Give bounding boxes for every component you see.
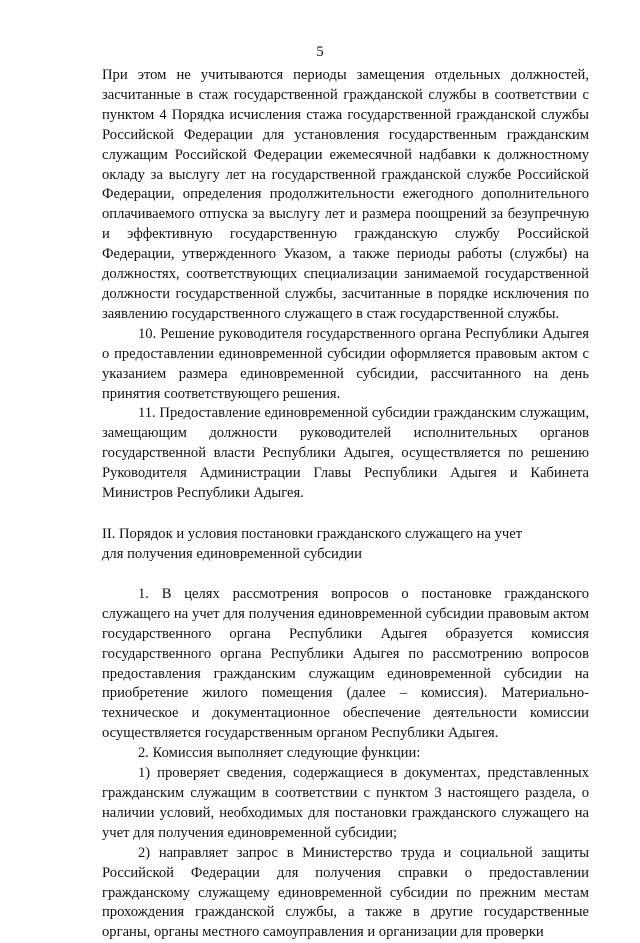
- paragraph-p-s2-2: 2. Комиссия выполняет следующие функции:: [138, 745, 421, 762]
- section-1-continuation: [102, 66, 589, 504]
- section-heading-line-1: II. Порядок и условия постановки гражданского служащего на учет: [102, 525, 523, 542]
- paragraph-p-11: 11. Предоставление единовременной субсидии гражданским служащим, замещающим должности руководителей исполнительных органов государственной власти Республики Адыгея, осуществляется по решению Руководителя Администрации Главы Республики Адыгея и Кабинета Министров Республики Адыгея.: [102, 405, 589, 502]
- paragraph-p-continuation: При этом не учитываются периоды замещения отдельных должностей, засчитанные в стаж государственной гражданской службы в соответствии с пунктом 4 Порядка исчисления стажа государственной гражданской службы Российской Федерации для установления государственным гражданским служащим Российской Федерации ежемесячной надбавки к должностному окладу за выслугу лет на государственной гражданской службе Российской Федерации, определения продолжительности ежегодного дополнительного оплачиваемого отпуска за выслугу лет и размера поощрений за безупречную и эффективную государственную гражданскую службу Российской Федерации, утвержденного Указом, а также периоды работы (службы) на должностях, соответствующих специализации занимаемой государственной должности государственной службы, засчитанные в порядке исключения по заявлению государственного служащего в стаж государственной службы.: [102, 67, 589, 322]
- paragraph-p-s2-2-1: 1) проверяет сведения, содержащиеся в документах, представленных гражданским служащим в соответствии с пунктом 3 настоящего раздела, о наличии условий, необходимых для постановки гражданского служащего на учет для получения единовременной субсидии;: [102, 765, 589, 841]
- paragraph-p-10: 10. Решение руководителя государственного органа Республики Адыгея о предоставлении единовременной субсидии оформляется правовым актом с указанием размера единовременной субсидии, рассчитанного на день принятия соответствующего решения.: [102, 325, 589, 402]
- page-number: 5: [316, 44, 324, 60]
- section-heading-line-2: для получения единовременной субсидии: [102, 545, 362, 562]
- document-body: [102, 66, 589, 943]
- paragraph-p-s2-2-2: 2) направляет запрос в Министерство труда и социальной защиты Российской Федерации для получения справки о предоставлении гражданскому служащему единовременной субсидии по прежним местам прохождения гражданской службы, а также в другие государственные органы, органы местного самоуправления и организации для проверки: [102, 844, 589, 941]
- spacer: [102, 504, 589, 524]
- paragraph-p-s2-1: 1. В целях рассмотрения вопросов о постановке гражданского служащего на учет для получения единовременной субсидии правовым актом государственного органа Республики Адыгея образуется комиссия государственного органа Республики Адыгея по рассмотрению вопросов предоставления гражданским служащим единовременной субсидии на приобретение жилого помещения (далее – комиссия). Материально-техническое и документационное обеспечение деятельности комиссии осуществляется государственным органом Республики Адыгея.: [102, 585, 589, 742]
- section-2-body: [102, 585, 589, 943]
- spacer: [102, 564, 589, 585]
